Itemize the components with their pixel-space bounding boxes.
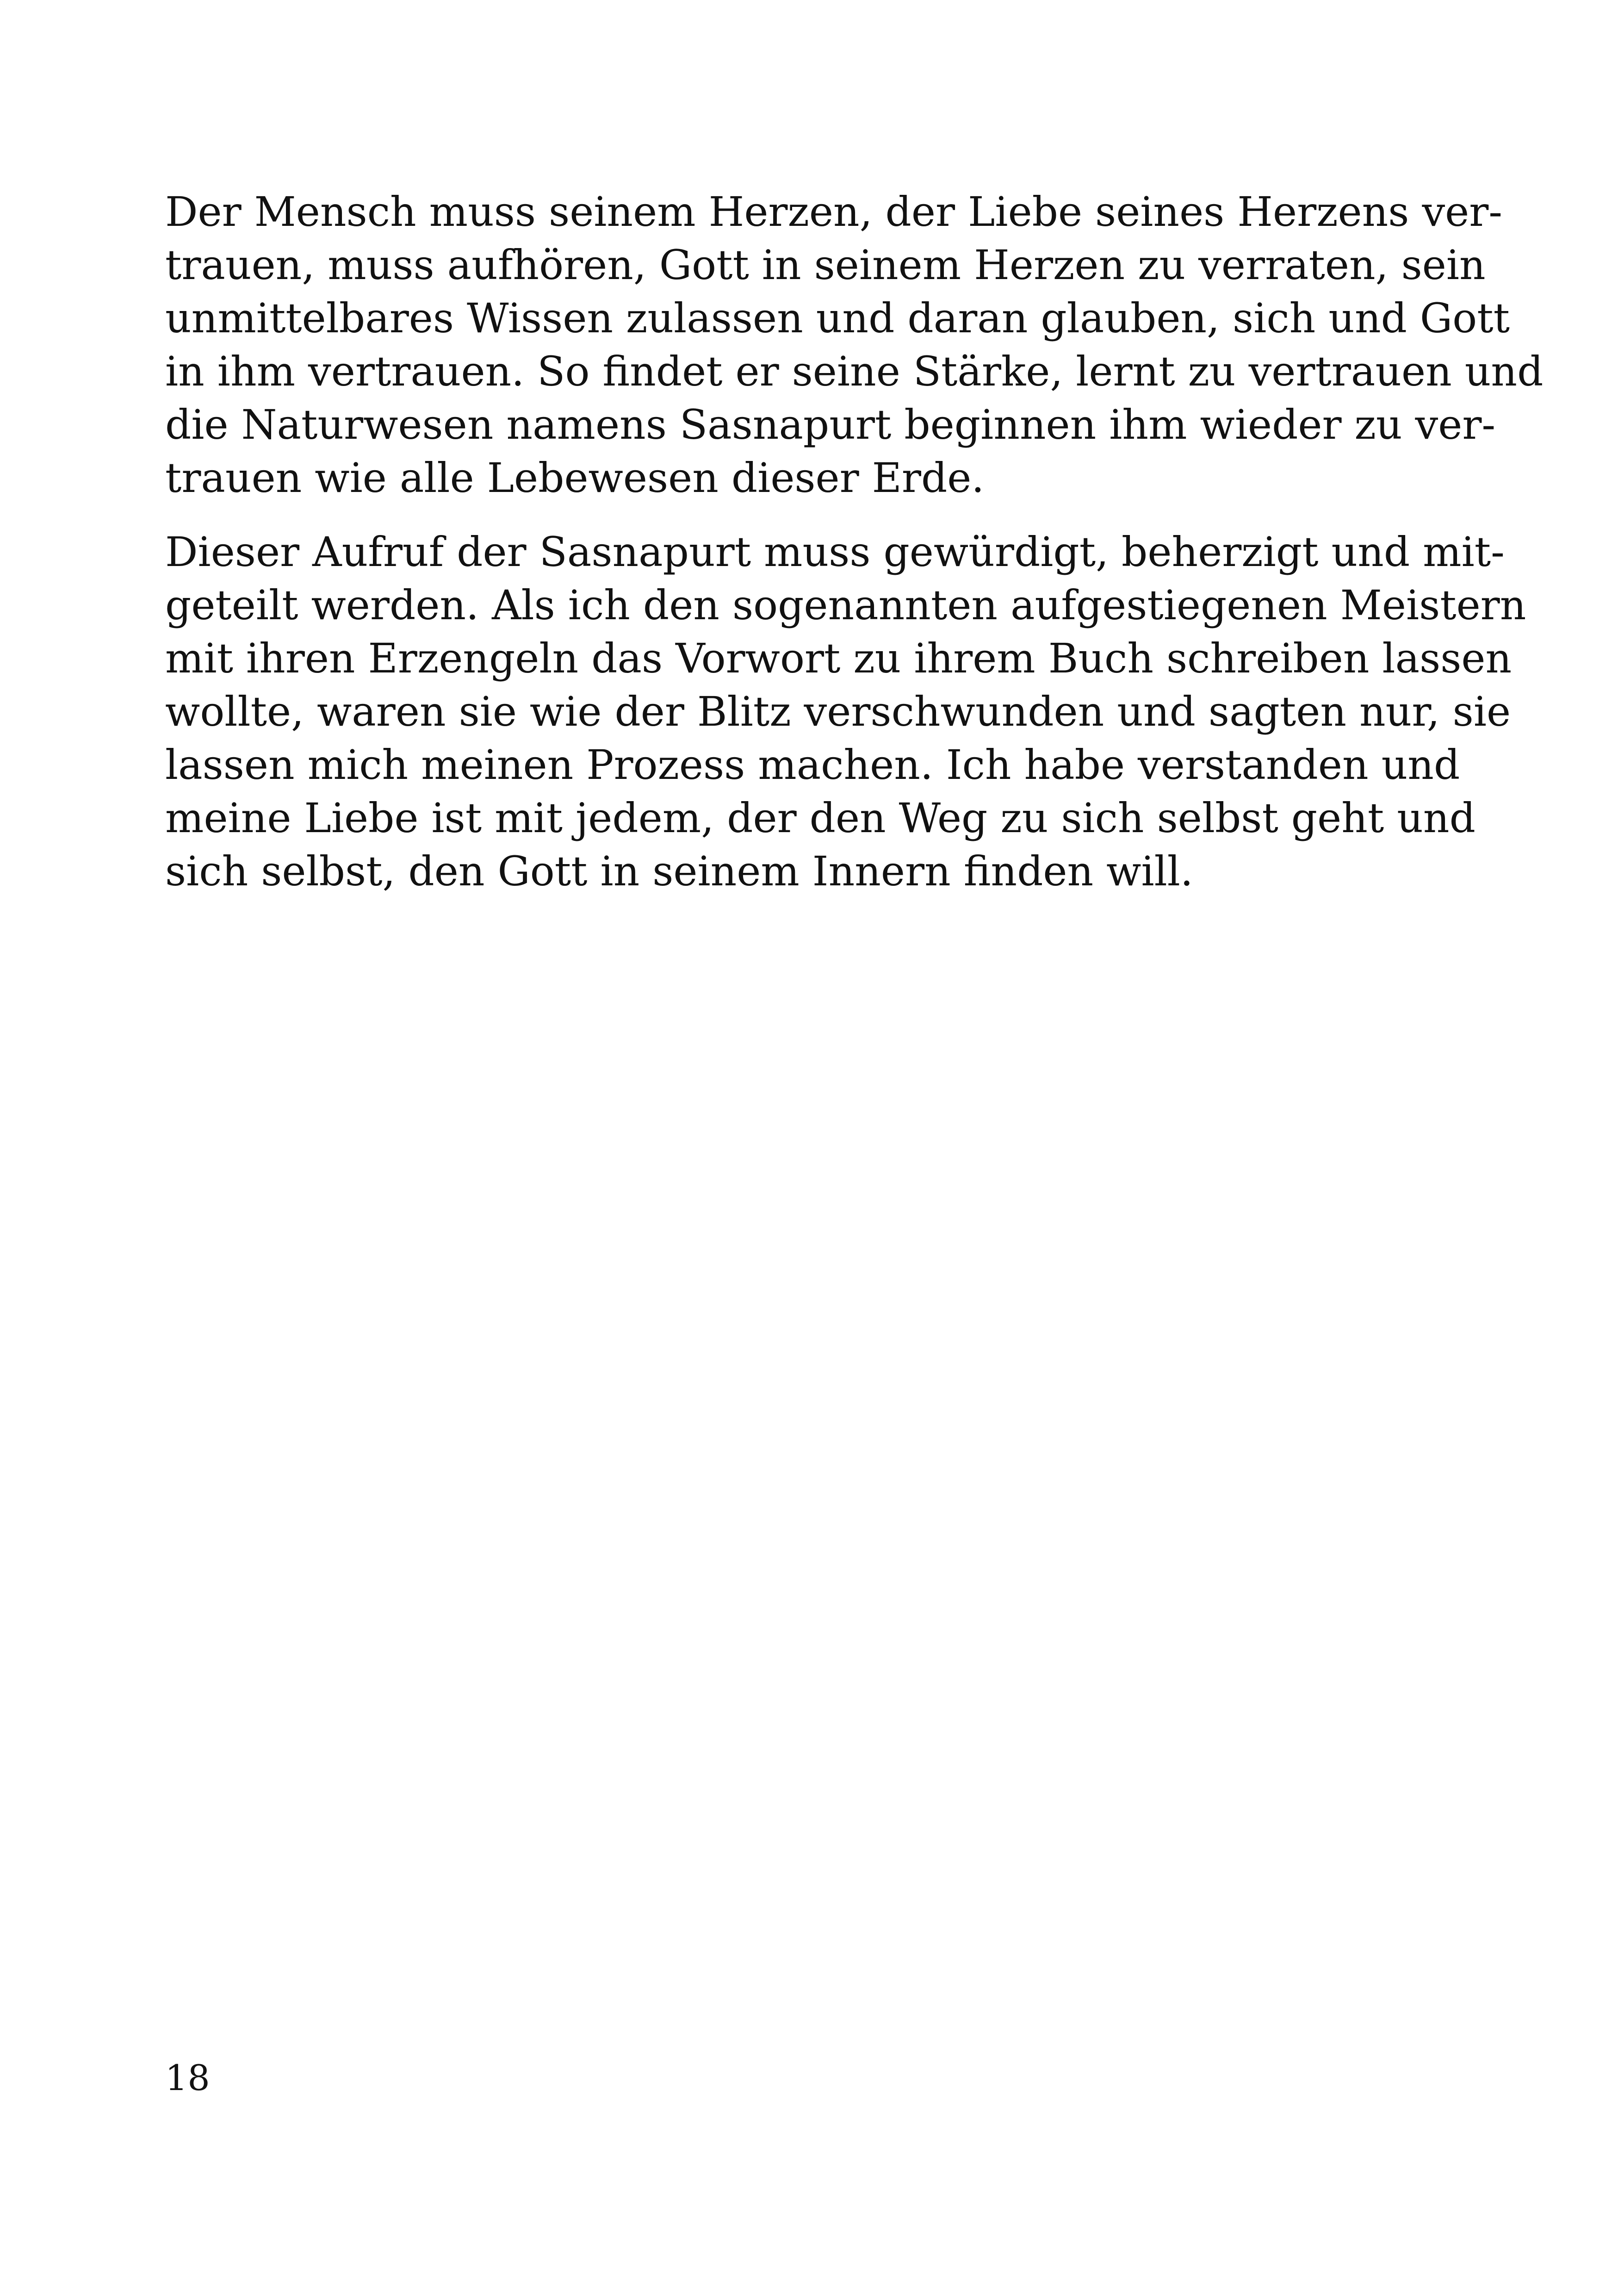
paragraph-1 — [165, 185, 1544, 504]
body-text — [165, 185, 1544, 898]
paragraph-gap — [165, 504, 1444, 525]
page-number: 18 — [165, 2057, 210, 2098]
text-line: wollte, waren sie wie der Blitz verschwunden und sagten nur, sie — [165, 688, 1511, 735]
text-line: in ihm vertrauen. So findet er seine Stärke, lernt zu vertrauen und — [165, 348, 1544, 395]
text-line: trauen, muss aufhören, Gott in seinem Herzen zu verraten, sein — [165, 241, 1486, 289]
text-line: Der Mensch muss seinem Herzen, der Liebe seines Herzens ver- — [165, 188, 1503, 236]
paragraph-2 — [165, 525, 1526, 898]
text-line: geteilt werden. Als ich den sogenannten aufgestiegenen Meistern — [165, 581, 1526, 629]
text-line: die Naturwesen namens Sasnapurt beginnen ihm wieder zu ver- — [165, 401, 1496, 448]
text-line: mit ihren Erzengeln das Vorwort zu ihrem Buch schreiben lassen — [165, 635, 1512, 682]
text-line: lassen mich meinen Prozess machen. Ich habe verstanden und — [165, 741, 1460, 789]
text-line: sich selbst, den Gott in seinem Innern finden will. — [165, 847, 1193, 895]
text-line: unmittelbares Wissen zulassen und daran glauben, sich und Gott — [165, 294, 1510, 342]
text-line: Dieser Aufruf der Sasnapurt muss gewürdigt, beherzigt und mit- — [165, 528, 1505, 576]
text-line: trauen wie alle Lebewesen dieser Erde. — [165, 454, 985, 502]
text-line: meine Liebe ist mit jedem, der den Weg zu sich selbst geht und — [165, 794, 1475, 842]
